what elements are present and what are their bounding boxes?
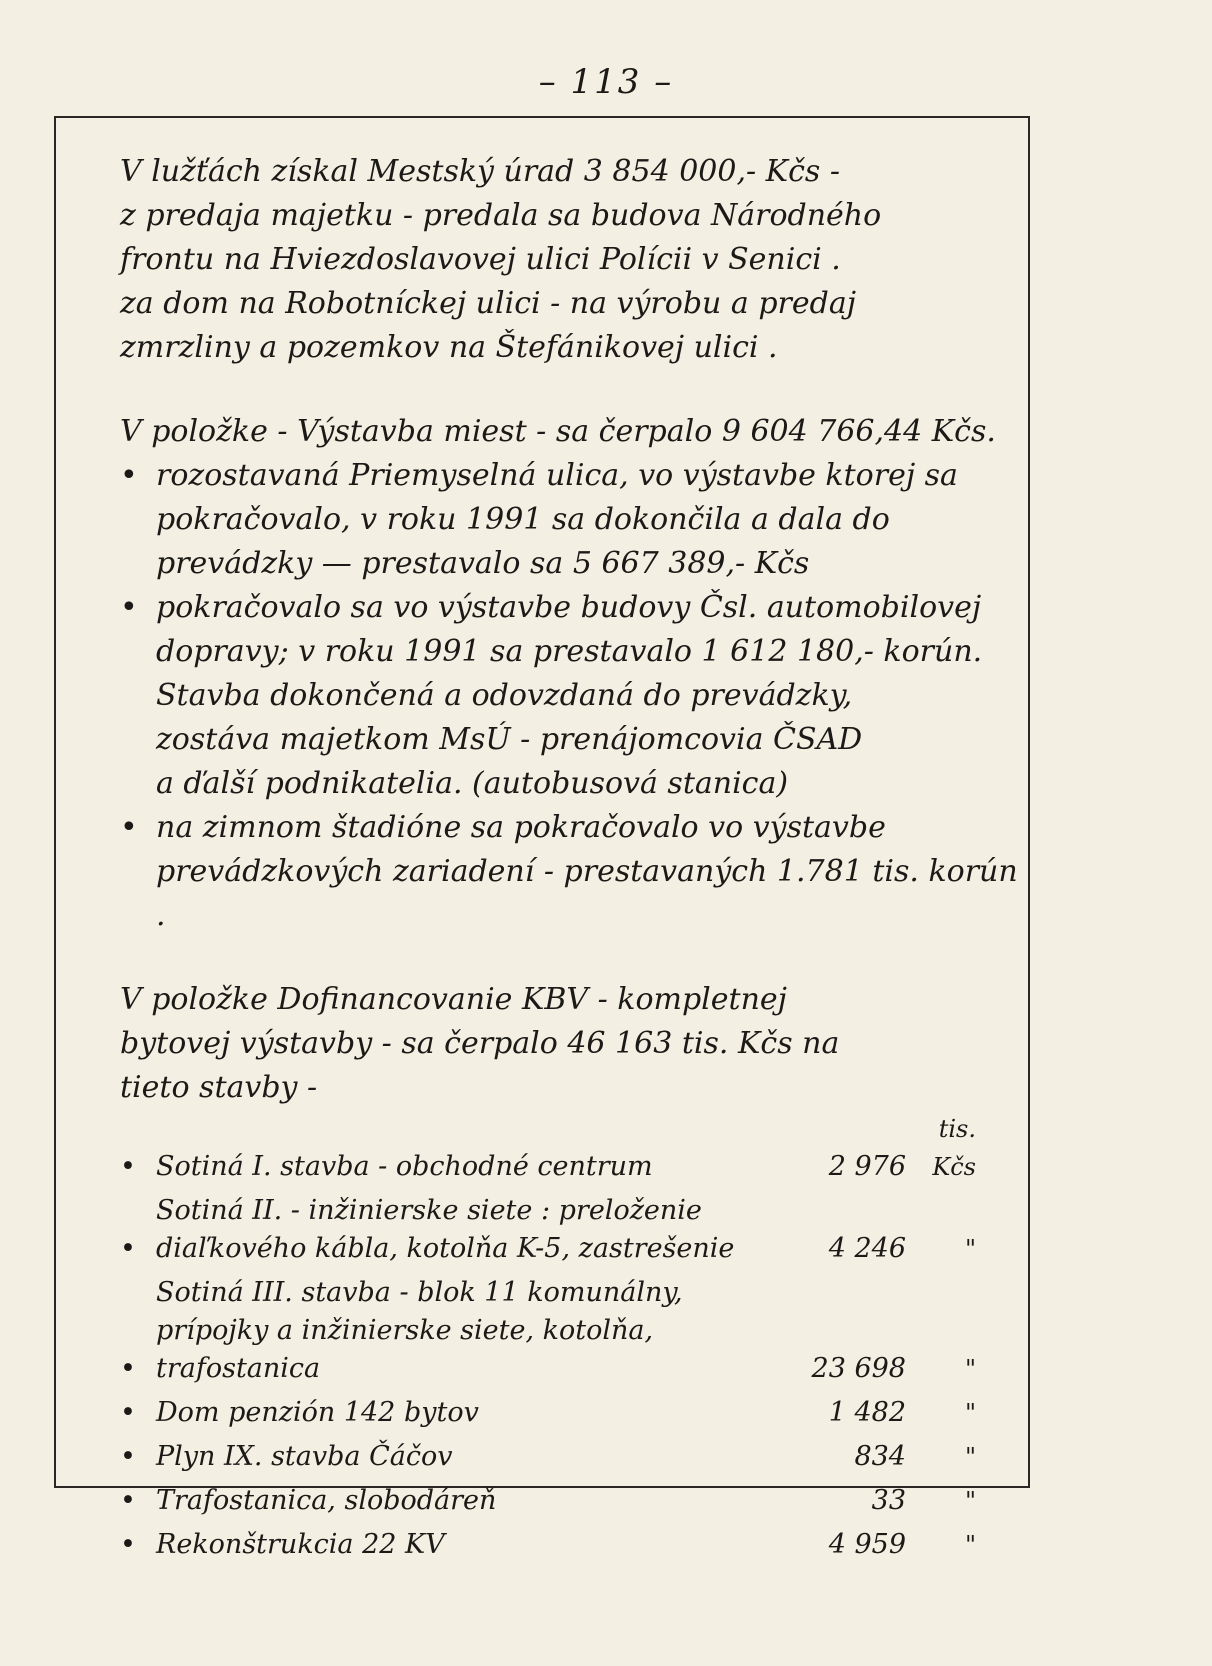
text-line: Stavba dokončená a odovzdaná do prevádzky, <box>156 678 853 713</box>
item-unit: " <box>964 1355 976 1383</box>
text-line: dopravy; v roku 1991 sa prestavalo 1 612 180,- korún. <box>156 634 983 669</box>
item-unit: " <box>964 1443 976 1471</box>
list-item <box>120 1274 1020 1388</box>
item-text: • Plyn IX. stavba Čáčov <box>156 1441 453 1472</box>
text-line: zmrzliny a pozemkov na Štefánikovej ulici . <box>120 330 778 365</box>
item-text: trafostanica <box>156 1353 321 1384</box>
item-unit: " <box>964 1487 976 1515</box>
text-line: V položke Dofinancovanie KBV - kompletnej <box>120 982 787 1017</box>
item-unit: " <box>964 1531 976 1559</box>
list-item <box>120 1394 1020 1432</box>
item-text: • Rekonštrukcia 22 KV <box>156 1529 445 1560</box>
item-value: 2 976 <box>828 1151 906 1182</box>
list-item <box>120 1110 1020 1186</box>
item-unit: tis. Kčs <box>932 1115 976 1181</box>
text-line: tieto stavby - <box>120 1070 318 1105</box>
financing-items <box>120 1110 1020 1564</box>
item-value: 33 <box>871 1485 906 1516</box>
text-line: V lužťách získal Mestský úrad 3 854 000,- Kčs - <box>120 154 840 189</box>
paragraph-financing <box>120 978 1020 1110</box>
text-line: z predaja majetku - predala sa budova Národného <box>120 198 882 233</box>
text-line: prevádzkových zariadení - prestavaných 1.781 tis. korún . <box>156 854 1018 933</box>
item-text: • Sotiná I. stavba - obchodné centrum <box>156 1151 653 1182</box>
text-line: pokračovalo, v roku 1991 sa dokončila a dala do <box>156 502 890 537</box>
list-item <box>120 1438 1020 1476</box>
text-line: zostáva majetkom MsÚ - prenájomcovia ČSAD <box>156 722 863 757</box>
list-item <box>120 1192 1020 1268</box>
text-line: bytovej výstavby - sa čerpalo 46 163 tis. Kčs na <box>120 1026 840 1061</box>
text-line: • rozostavaná Priemyselná ulica, vo výstavbe ktorej sa <box>156 458 958 493</box>
item-value: 4 246 <box>828 1233 906 1264</box>
item-text: prípojky a inžinierske siete, kotolňa, <box>156 1315 654 1346</box>
item-unit: " <box>964 1235 976 1263</box>
paragraph-construction <box>120 410 1020 454</box>
item-text: diaľkového kábla, kotolňa K-5, zastrešenie <box>156 1233 735 1264</box>
item-value: 834 <box>854 1441 906 1472</box>
text-line: • pokračovalo sa vo výstavbe budovy Čsl. automobilovej <box>156 590 982 625</box>
item-text: • Sotiná III. stavba - blok 11 komunálny, <box>156 1277 683 1308</box>
list-item <box>120 1482 1020 1520</box>
list-item <box>120 454 1020 586</box>
handwritten-content <box>120 150 1020 1570</box>
item-value: 4 959 <box>828 1529 906 1560</box>
list-item <box>120 806 1020 938</box>
list-item <box>120 1526 1020 1564</box>
item-text: • Dom penzión 142 bytov <box>156 1397 479 1428</box>
text-line: • na zimnom štadióne sa pokračovalo vo výstavbe <box>156 810 886 845</box>
item-value: 23 698 <box>811 1353 906 1384</box>
text-line: a ďalší podnikatelia. (autobusová stanica) <box>156 766 789 801</box>
text-line: V položke - Výstavba miest - sa čerpalo 9 604 766,44 Kčs. <box>120 414 996 449</box>
paragraph-income <box>120 150 1020 370</box>
text-line: za dom na Robotníckej ulici - na výrobu a predaj <box>120 286 857 321</box>
text-line: prevádzky — prestavalo sa 5 667 389,- Kčs <box>156 546 810 581</box>
page-number: – 113 – <box>538 62 674 102</box>
construction-bullets <box>120 454 1020 938</box>
text-line: frontu na Hviezdoslavovej ulici Polícii v Senici . <box>120 242 841 277</box>
item-unit: " <box>964 1399 976 1427</box>
list-item <box>120 586 1020 806</box>
item-text: • Trafostanica, slobodáreň <box>156 1485 497 1516</box>
item-text: • Sotiná II. - inžinierske siete : preloženie <box>156 1195 702 1226</box>
item-value: 1 482 <box>828 1397 906 1428</box>
